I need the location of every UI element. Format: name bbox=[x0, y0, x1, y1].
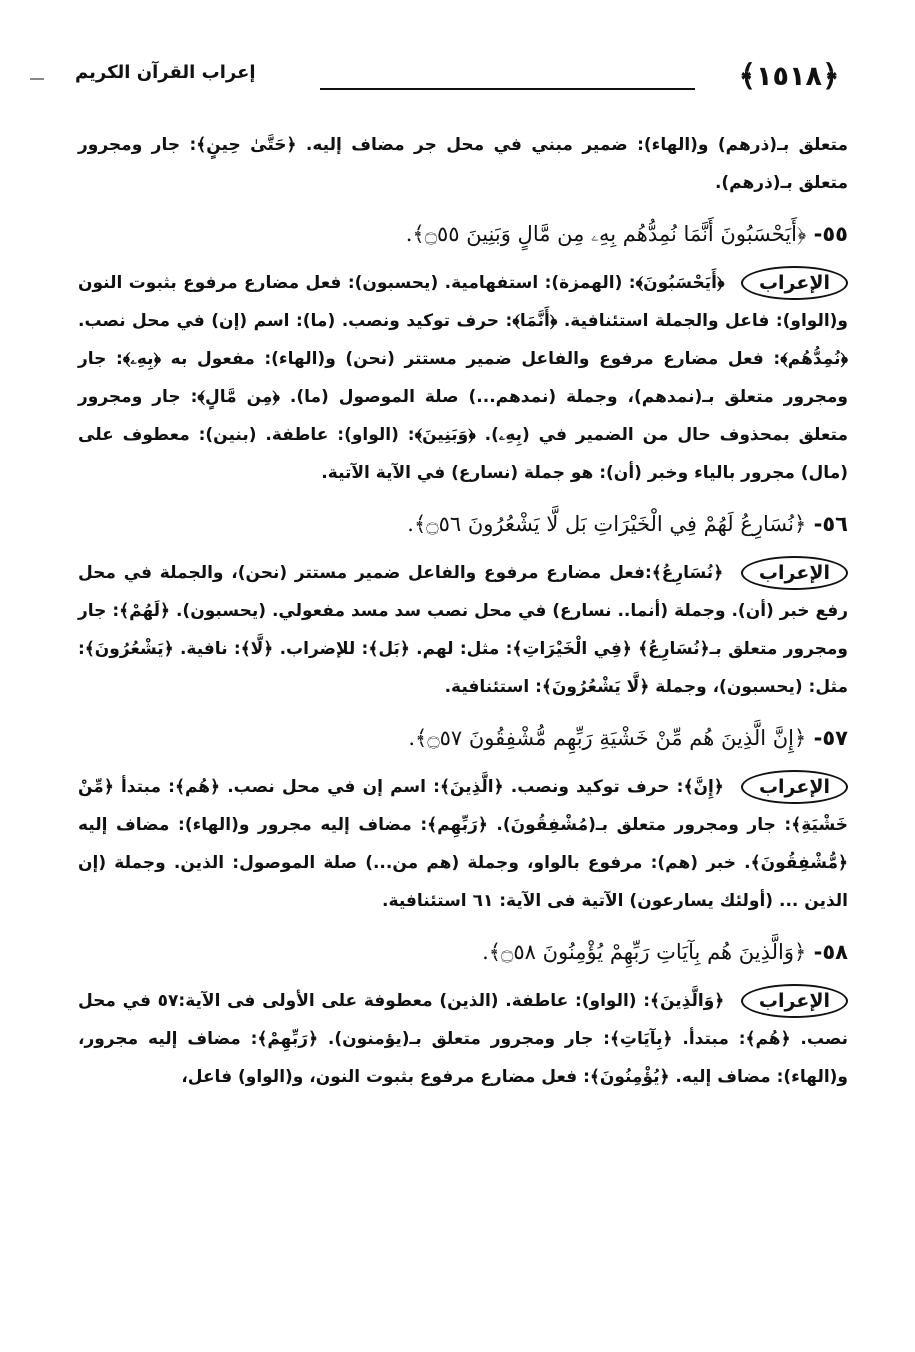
irab-label-badge: الإعراب bbox=[741, 984, 848, 1018]
irab-label-badge: الإعراب bbox=[741, 770, 848, 804]
verse-section-57 bbox=[78, 718, 848, 920]
irab-text: ﴿أَيَحْسَبُونَ﴾: (الهمزة): استفهامية. (يحسبون): فعل مضارع مرفوع بثبوت النون و(الواو): فاعل والجملة استئنافية. ﴿أَنَّمَا﴾: حرف توكيد ونصب. (ما): اسم (إن) في محل نصب. ﴿نُمِدُّهُم﴾: فعل مضارع مرفوع والفاعل ضمير مستتر (نحن) و(الهاء): مفعول به ﴿بِهِۦ﴾: جار ومجرور متعلق بـ(نمدهم)، وجملة (نمدهم...) صلة الموصول (ما). ﴿مِن مَّالٍ﴾: جار ومجرور متعلق بمحذوف حال من الضمير في (بِهِۦ). ﴿وَبَنِينَ﴾: (الواو): عاطفة. (بنين): معطوف على (مال) مجرور بالياء وخبر (أن): هو جملة (نسارع) في الآية الآتية. bbox=[78, 273, 848, 483]
irab-paragraph bbox=[78, 554, 848, 706]
verse-55 bbox=[78, 214, 848, 254]
intro-paragraph: متعلق بـ(ذرهم) و(الهاء): ضمير مبني في محل جر مضاف إليه. ﴿حَتَّىٰ حِينٍ﴾: جار ومجرور متعلق بـ(ذرهم). bbox=[78, 135, 848, 193]
ornament-bracket-right-icon: ﴿ bbox=[821, 58, 840, 94]
page-number: ١٥١٨ bbox=[756, 60, 822, 92]
page-header bbox=[75, 58, 845, 98]
verse-56 bbox=[78, 504, 848, 544]
verse-section-58 bbox=[78, 932, 848, 1096]
book-title: إعراب القرآن الكريم bbox=[75, 62, 256, 83]
irab-label-badge: الإعراب bbox=[741, 556, 848, 590]
irab-paragraph bbox=[78, 982, 848, 1096]
verse-58 bbox=[78, 932, 848, 972]
page-number-ornament bbox=[733, 58, 845, 94]
margin-mark bbox=[30, 78, 44, 80]
ornament-bracket-left-icon: ﴾ bbox=[738, 58, 757, 94]
verse-text: ﴿أَيَحْسَبُونَ أَنَّمَا نُمِدُّهُم بِهِۦ مِن مَّالٍ وَبَنِينَ ۝٥٥﴾. bbox=[405, 222, 807, 246]
verse-section-55 bbox=[78, 214, 848, 492]
verse-text: ﴿نُسَارِعُ لَهُمْ فِي الْخَيْرَاتِ بَل لَّا يَشْعُرُونَ ۝٥٦﴾. bbox=[407, 512, 807, 536]
page-content bbox=[78, 126, 848, 1096]
header-rule bbox=[320, 88, 695, 90]
irab-text: ﴿نُسَارِعُ﴾:فعل مضارع مرفوع والفاعل ضمير مستتر (نحن)، والجملة في محل رفع خبر (أن). وجملة (أنما.. نسارع) في محل نصب سد مسد مفعولي. (يحسبون). ﴿لَهُمْ﴾: جار ومجرور متعلق بـ﴿نُسَارِعُ﴾ ﴿فِي الْخَيْرَاتِ﴾: مثل: لهم. ﴿بَل﴾: للإضراب. ﴿لَّا﴾: نافية. ﴿يَشْعُرُونَ﴾: مثل: (يحسبون)، وجملة ﴿لَّا يَشْعُرُونَ﴾: استئنافية. bbox=[78, 563, 848, 697]
verse-57 bbox=[78, 718, 848, 758]
verse-number: ٥٦- bbox=[813, 512, 848, 536]
verse-number: ٥٨- bbox=[813, 940, 848, 964]
irab-paragraph bbox=[78, 264, 848, 492]
verse-number: ٥٥- bbox=[813, 222, 848, 246]
irab-paragraph bbox=[78, 768, 848, 920]
irab-label-badge: الإعراب bbox=[741, 266, 848, 300]
verse-text: ﴿إِنَّ الَّذِينَ هُم مِّنْ خَشْيَةِ رَبِّهِم مُّشْفِقُونَ ۝٥٧﴾. bbox=[408, 726, 807, 750]
verse-section-56 bbox=[78, 504, 848, 706]
irab-text: ﴿إِنَّ﴾: حرف توكيد ونصب. ﴿الَّذِينَ﴾: اسم إن في محل نصب. ﴿هُم﴾: مبتدأ ﴿مِّنْ خَشْيَةِ﴾: جار ومجرور متعلق بـ(مُشْفِقُونَ). ﴿رَبِّهِم﴾: مضاف إليه مجرور و(الهاء): مضاف إليه ﴿مُّشْفِقُونَ﴾. خبر (هم): مرفوع بالواو، وجملة (هم من...) صلة الموصول: الذين. وجملة (إن الذين ... (أولئك يسارعون) الآتية فى الآية: ٦١ استئنافية. bbox=[78, 777, 848, 911]
irab-text: ﴿وَالَّذِينَ﴾: (الواو): عاطفة. (الذين) معطوفة على الأولى فى الآية:٥٧ في محل نصب. ﴿هُم﴾: مبتدأ. ﴿بِآيَاتِ﴾: جار ومجرور متعلق بـ(يؤمنون). ﴿رَبِّهِمْ﴾: مضاف إليه مجرور، و(الهاء): مضاف إليه. ﴿يُؤْمِنُونَ﴾: فعل مضارع مرفوع بثبوت النون، و(الواو) فاعل، bbox=[78, 991, 848, 1087]
verse-number: ٥٧- bbox=[813, 726, 848, 750]
verse-text: ﴿وَالَّذِينَ هُم بِآيَاتِ رَبِّهِمْ يُؤْمِنُونَ ۝٥٨﴾. bbox=[482, 940, 807, 964]
